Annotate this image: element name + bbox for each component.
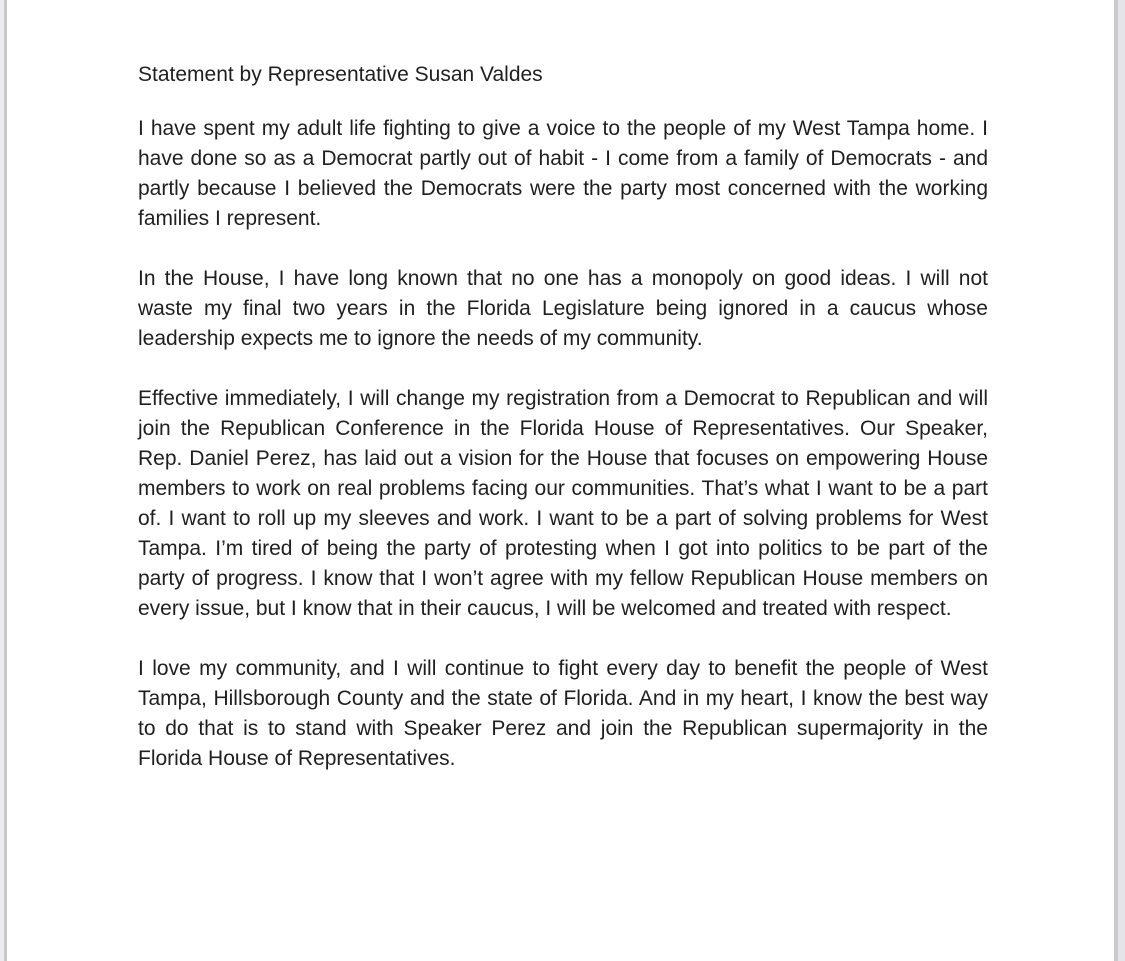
paragraph-1: I have spent my adult life fighting to give a voice to the people of my West Tampa home. I have done so as a Democrat partly out of habit - I come from a family of Democrats - and partly because I believed the Democrats were the party most concerned with the working families I represent. bbox=[138, 117, 988, 230]
paragraph-4: I love my community, and I will continue to fight every day to benefit the people of West Tampa, Hillsborough County and the state of Florida. And in my heart, I know the best way to do that is to stand with Speaker Perez and join the Republican supermajority in the Florida House of Representatives. bbox=[138, 657, 988, 770]
paragraph-3: Effective immediately, I will change my registration from a Democrat to Republican and will join the Republican Conference in the Florida House of Representatives. Our Speaker, Rep. Daniel Perez, has laid out a vision for the House that focuses on empowering House members to work on real problems facing our communities. That’s what I want to be a part of. I want to roll up my sleeves and work. I want to be a part of solving problems for West Tampa. I’m tired of being the party of protesting when I got into politics to be part of the party of progress. I know that I won’t agree with my fellow Republican House members on every issue, but I know that in their caucus, I will be welcomed and treated with respect. bbox=[138, 387, 988, 620]
left-page-edge bbox=[0, 0, 8, 961]
document-content bbox=[138, 60, 988, 804]
document-title: Statement by Representative Susan Valdes bbox=[138, 63, 543, 86]
paragraph-2: In the House, I have long known that no one has a monopoly on good ideas. I will not waste my final two years in the Florida Legislature being ignored in a caucus whose leadership expects me to ignore the needs of my community. bbox=[138, 267, 988, 350]
right-page-edge bbox=[1113, 0, 1125, 961]
